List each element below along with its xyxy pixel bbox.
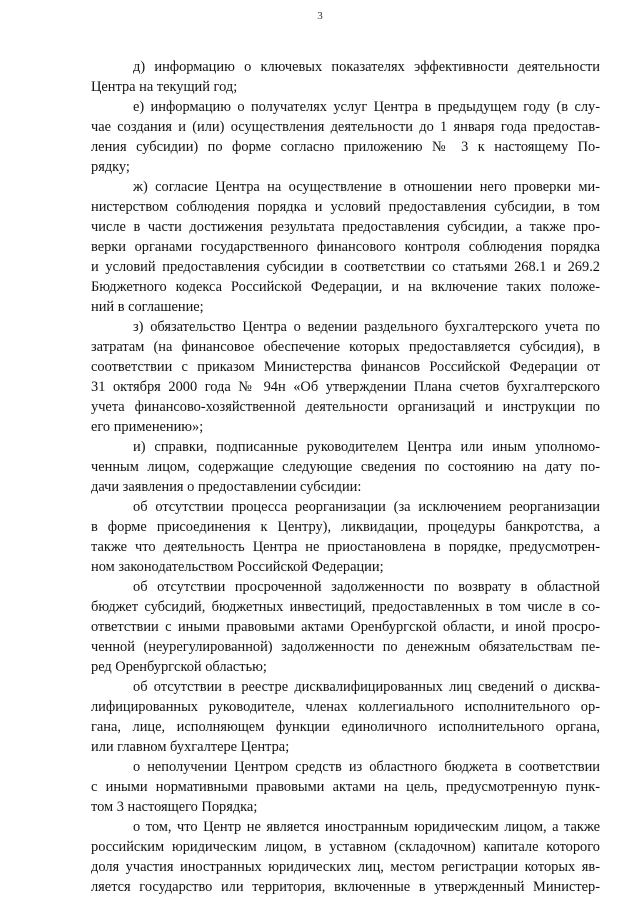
page-number: 3: [317, 10, 323, 22]
text-line: доля участия иностранных юридических лиц, местом регистрации которых яв-: [91, 859, 600, 875]
text-line: соответствии с приказом Министерства финансов Российской Федерации от: [91, 359, 600, 375]
text-line: верки органами государственного финансового контроля соблюдения порядка: [91, 239, 600, 255]
text-line: ченной (неурегулированной) задолженности по денежным обязательствам пе-: [91, 639, 600, 655]
text-line: д) информацию о ключевых показателях эффективности деятельности: [133, 59, 600, 75]
text-line: об отсутствии процесса реорганизации (за исключением реорганизации: [133, 499, 600, 515]
text-line: российским юридическим лицом, в уставном (складочном) капитале которого: [91, 839, 600, 855]
text-line: о неполучении Центром средств из областного бюджета в соответствии: [133, 759, 600, 775]
text-line: чае создания и (или) осуществления деятельности до 1 января года предостав-: [91, 119, 600, 135]
text-line: с иными нормативными правовыми актами на цель, предусмотренную пунк-: [91, 779, 600, 795]
text-line: бюджет субсидий, бюджетных инвестиций, предоставленных в том числе в со-: [91, 599, 600, 615]
text-line: Центра на текущий год;: [91, 79, 238, 95]
text-line: числе в части достижения результата предоставления субсидии, а также про-: [91, 219, 600, 235]
text-line: е) информацию о получателях услуг Центра в предыдущем году (в слу-: [133, 99, 600, 115]
text-line: также что деятельность Центра не приостановлена в порядке, предусмотрен-: [91, 539, 600, 555]
text-line: ляется государство или территория, включенные в утвержденный Министер-: [91, 879, 600, 895]
text-line: ченным лицом, содержащие следующие сведения по состоянию на дату по-: [91, 459, 600, 475]
text-line: з) обязательство Центра о ведении раздельного бухгалтерского учета по: [133, 319, 600, 335]
text-line: ж) согласие Центра на осуществление в отношении него проверки ми-: [133, 179, 600, 195]
text-line: об отсутствии в реестре дисквалифицированных лиц сведений о дисква-: [133, 679, 600, 695]
text-line: нистерством соблюдения порядка и условий предоставления субсидии, в том: [91, 199, 600, 215]
text-line: лифицированных руководителе, членах коллегиального исполнительного ор-: [91, 699, 600, 715]
text-line: ном законодательством Российской Федерации;: [91, 559, 384, 575]
text-line: гана, лице, исполняющем функции единоличного исполнительного органа,: [91, 719, 600, 735]
text-line: ний в соглашение;: [91, 299, 204, 315]
text-line: его применению»;: [91, 419, 204, 435]
text-line: том 3 настоящего Порядка;: [91, 799, 258, 815]
text-line: ления субсидии) по форме согласно приложению № 3 к настоящему По-: [91, 139, 600, 155]
text-line: 31 октября 2000 года № 94н «Об утверждении Плана счетов бухгалтерского: [91, 379, 600, 395]
text-line: в форме присоединения к Центру), ликвидации, процедуры банкротства, а: [91, 519, 600, 535]
text-line: рядку;: [91, 159, 130, 175]
text-line: и условий предоставления субсидии в соответствии со статьями 268.1 и 269.2: [91, 259, 600, 275]
text-line: и) справки, подписанные руководителем Центра или иным уполномо-: [133, 439, 600, 455]
text-line: Бюджетного кодекса Российской Федерации, и на включение таких положе-: [91, 279, 600, 295]
text-line: затратам (на финансовое обеспечение которых предоставляется субсидия), в: [91, 339, 600, 355]
text-line: учета финансово-хозяйственной деятельности организаций и инструкции по: [91, 399, 600, 415]
text-line: о том, что Центр не является иностранным юридическим лицом, а также: [133, 819, 600, 835]
text-line: или главном бухгалтере Центра;: [91, 739, 290, 755]
text-line: об отсутствии просроченной задолженности по возврату в областной: [133, 579, 600, 595]
text-line: ред Оренбургской областью;: [91, 659, 267, 675]
text-line: ответствии с иными правовыми актами Оренбургской области, и иной просро-: [91, 619, 600, 635]
text-line: дачи заявления о предоставлении субсидии:: [91, 479, 362, 495]
